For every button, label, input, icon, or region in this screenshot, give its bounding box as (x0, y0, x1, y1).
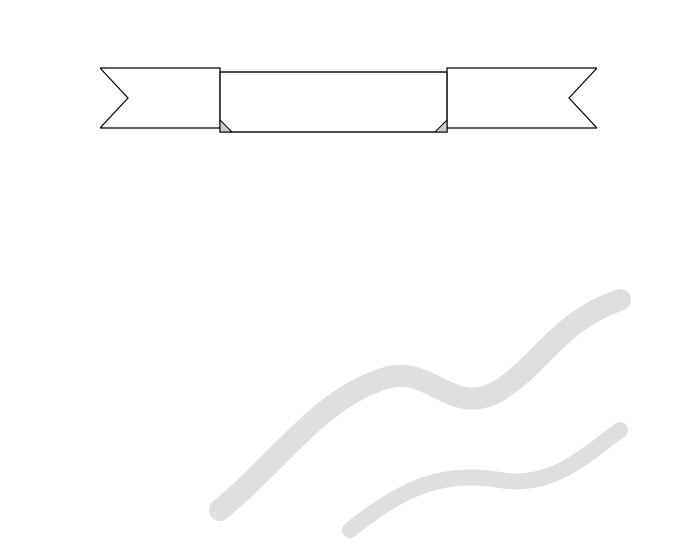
section2-item-3 (4, 513, 675, 533)
section1-item-1 (4, 259, 675, 279)
section2-item-1 (4, 442, 675, 462)
title-banner (100, 60, 597, 140)
page-title (220, 74, 447, 114)
section2-item-2 (4, 477, 675, 497)
section1-item-2 (4, 293, 675, 313)
